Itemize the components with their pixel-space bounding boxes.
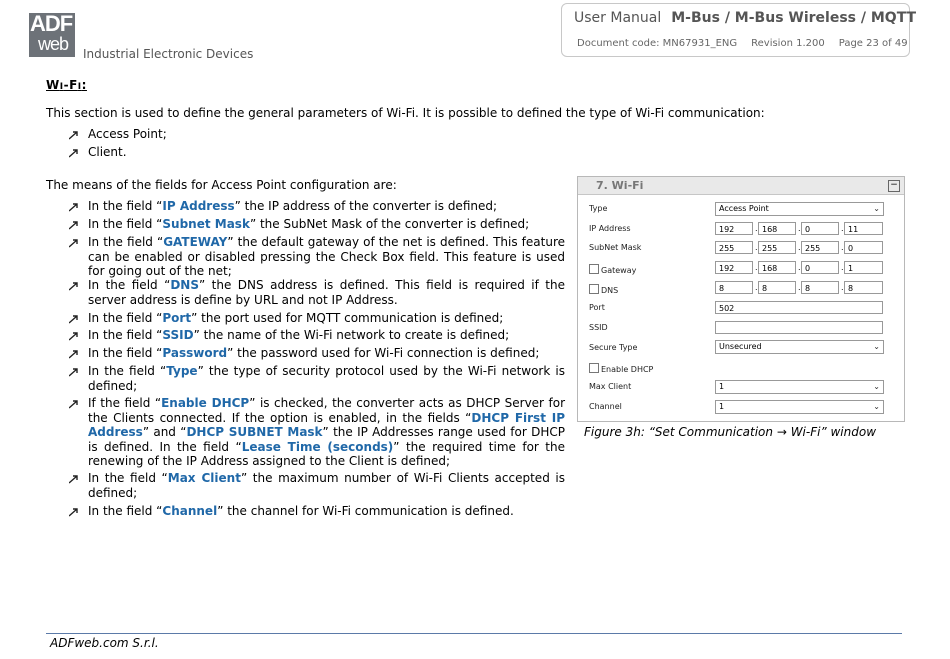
chevron-down-icon: ⌄ xyxy=(873,402,880,411)
type-item-access-point: Access Point; xyxy=(88,127,167,141)
bullet-arrow-icon xyxy=(69,332,78,341)
field-desc-dns: In the field “DNS” the DNS address is defined. This field is required if the server address is define by URL and not IP Address. xyxy=(88,278,565,307)
adfweb-logo xyxy=(29,13,75,57)
bullet-arrow-icon xyxy=(69,282,78,291)
dns-octet-3[interactable]: 8 xyxy=(801,281,839,294)
dns-octet-2[interactable]: 8 xyxy=(758,281,796,294)
dns-checkbox[interactable] xyxy=(589,284,599,294)
label-secure-type: Secure Type xyxy=(589,343,638,352)
field-desc-password: In the field “Password” the password used for Wi-Fi connection is defined; xyxy=(88,346,540,360)
chevron-down-icon: ⌄ xyxy=(873,382,880,391)
field-desc-ssid: In the field “SSID” the name of the Wi-Fi network to create is defined; xyxy=(88,328,510,342)
dns-octet-1[interactable]: 8 xyxy=(715,281,753,294)
type-select[interactable]: Access Point ⌄ xyxy=(715,202,884,216)
bullet-arrow-icon xyxy=(69,315,78,324)
max-client-select[interactable]: 1 ⌄ xyxy=(715,380,884,394)
field-desc-max-client: In the field “Max Client” the maximum number of Wi-Fi Clients accepted is defined; xyxy=(88,471,565,500)
mask-octet-4[interactable]: 0 xyxy=(844,241,883,254)
field-desc-gateway: In the field “GATEWAY” the default gateway of the net is defined. This feature can be enabled or disabled pressing the Check Box field. This feature is used for going out of the net; xyxy=(88,235,566,278)
type-item-client: Client. xyxy=(88,145,127,159)
bullet-arrow-icon xyxy=(69,221,78,230)
field-desc-channel: In the field “Channel” the channel for Wi-Fi communication is defined. xyxy=(88,504,514,518)
mask-octet-1[interactable]: 255 xyxy=(715,241,753,254)
gateway-octet-4[interactable]: 1 xyxy=(844,261,883,274)
field-desc-ip-address: In the field “IP Address” the IP address of the converter is defined; xyxy=(88,199,498,213)
gateway-checkbox[interactable] xyxy=(589,264,599,274)
header-title xyxy=(574,10,916,26)
gateway-octet-1[interactable]: 192 xyxy=(715,261,753,274)
ip-octet-3[interactable]: 0 xyxy=(801,222,839,235)
label-ip-address: IP Address xyxy=(589,224,631,233)
footer-company: ADFweb.com S.r.l. xyxy=(50,636,159,650)
chevron-down-icon: ⌄ xyxy=(873,204,880,213)
chevron-down-icon: ⌄ xyxy=(873,342,880,351)
ssid-input[interactable] xyxy=(715,321,883,334)
port-input[interactable]: 502 xyxy=(715,301,883,314)
label-port: Port xyxy=(589,303,605,312)
manual-label: User Manual xyxy=(574,10,662,26)
section-title: WI-FI: xyxy=(46,78,87,92)
bullet-arrow-icon xyxy=(69,149,78,158)
intro-paragraph: This section is used to define the general parameters of Wi-Fi. It is possible to defined the type of Wi-Fi communication: xyxy=(46,106,765,120)
gateway-octet-2[interactable]: 168 xyxy=(758,261,796,274)
page-number: Page 23 of 49 xyxy=(838,38,908,49)
label-subnet-mask: SubNet Mask xyxy=(589,243,642,252)
mask-octet-3[interactable]: 255 xyxy=(801,241,839,254)
panel-title: 7. Wi-Fi xyxy=(596,179,644,192)
gateway-octet-3[interactable]: 0 xyxy=(801,261,839,274)
logo-text-web: web xyxy=(38,34,69,54)
panel-header xyxy=(578,177,904,195)
product-name: M-Bus / M-Bus Wireless / MQTT xyxy=(671,10,917,26)
ip-octet-2[interactable]: 168 xyxy=(758,222,796,235)
logo-text-adf: ADF xyxy=(30,11,73,36)
collapse-icon[interactable]: − xyxy=(888,180,900,192)
dns-octet-4[interactable]: 8 xyxy=(844,281,883,294)
ip-octet-4[interactable]: 11 xyxy=(844,222,883,235)
bullet-arrow-icon xyxy=(69,350,78,359)
label-gateway: Gateway xyxy=(589,264,636,275)
revision: Revision 1.200 xyxy=(751,38,825,49)
figure-caption: Figure 3h: “Set Communication → Wi-Fi” window xyxy=(584,425,877,439)
mask-octet-2[interactable]: 255 xyxy=(758,241,796,254)
ip-octet-1[interactable]: 192 xyxy=(715,222,753,235)
secure-type-select[interactable]: Unsecured ⌄ xyxy=(715,340,884,354)
label-type: Type xyxy=(589,204,608,213)
enable-dhcp-checkbox[interactable] xyxy=(589,363,599,373)
bullet-arrow-icon xyxy=(69,131,78,140)
header-info-box xyxy=(561,3,917,57)
bullet-arrow-icon xyxy=(69,368,78,377)
doc-code: Document code: MN67931_ENG xyxy=(577,38,738,49)
field-desc-enable-dhcp: If the field “Enable DHCP” is checked, the converter acts as DHCP Server for the Clients connected. If the option is enabled, in the fields “DHCP First IP Address” and “DHCP SUBNET Mask” the IP Addresses range used for DHCP is defined. In the field “Lease Time (seconds)” the required time for the renewing of the IP Address assigned to the Client is defined; xyxy=(88,396,566,468)
means-paragraph: The means of the fields for Access Point configuration are: xyxy=(46,178,397,192)
label-ssid: SSID xyxy=(589,323,608,332)
bullet-arrow-icon xyxy=(69,239,78,248)
bullet-arrow-icon xyxy=(69,508,78,517)
wifi-settings-panel: 7. Wi-Fi − Type Access Point ⌄ IP Address 192 . 168 . 0 . 11 SubNet Mask 255 . 255 . 255 . 0 Gateway 192 . 168 . 0 . 1 DNS 8 . 8 . 8 . 8 Port 502 SSID Secure Type Unsecured ⌄ Enable DHCP Max Client 1 ⌄ Channel 1 ⌄ xyxy=(577,176,905,422)
header-doc-info xyxy=(577,38,922,49)
label-max-client: Max Client xyxy=(589,382,632,391)
label-enable-dhcp: Enable DHCP xyxy=(589,363,653,374)
footer-divider xyxy=(46,633,902,634)
label-dns: DNS xyxy=(589,284,618,295)
field-desc-subnet-mask: In the field “Subnet Mask” the SubNet Mask of the converter is defined; xyxy=(88,217,530,231)
bullet-arrow-icon xyxy=(69,475,78,484)
channel-select[interactable]: 1 ⌄ xyxy=(715,400,884,414)
bullet-arrow-icon xyxy=(69,203,78,212)
label-channel: Channel xyxy=(589,402,622,411)
field-desc-port: In the field “Port” the port used for MQTT communication is defined; xyxy=(88,311,504,325)
bullet-arrow-icon xyxy=(69,400,78,409)
company-tagline: Industrial Electronic Devices xyxy=(83,47,254,61)
field-desc-type: In the field “Type” the type of security protocol used by the Wi-Fi network is defined; xyxy=(88,364,566,393)
